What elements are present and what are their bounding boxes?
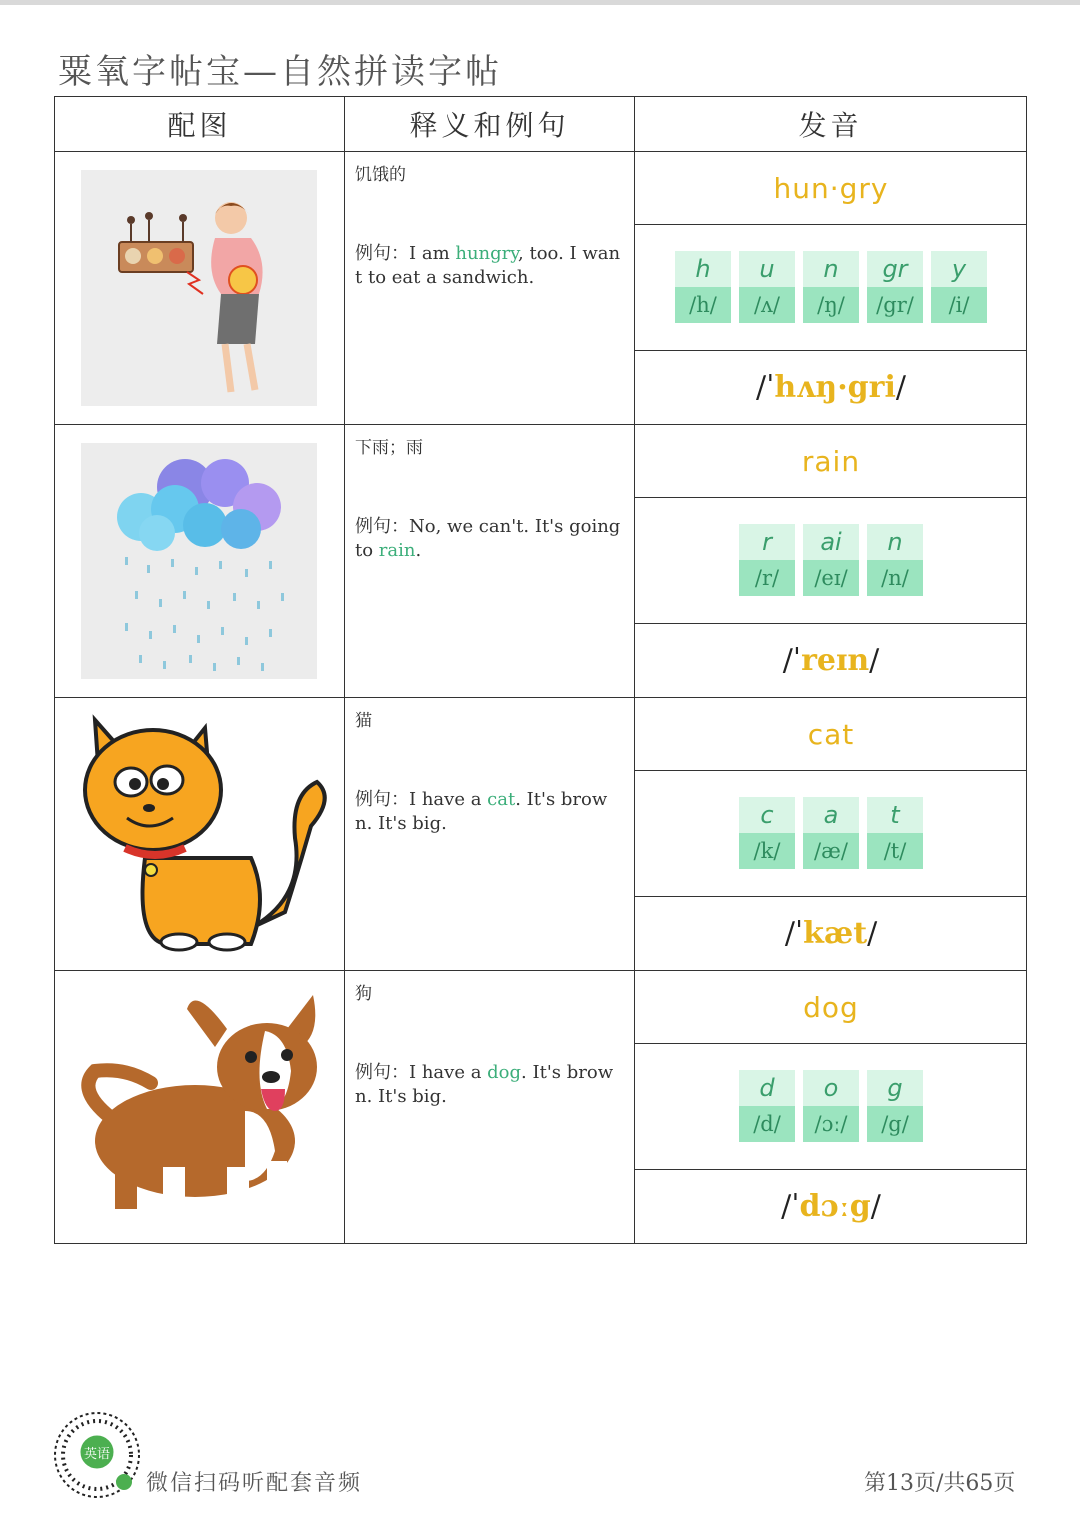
phonics-table — [54, 96, 1027, 1244]
example-keyword: hungry — [455, 243, 519, 264]
example-keyword: cat — [487, 789, 516, 810]
ipa-transcription[interactable]: /ˈ hʌŋ·gri / — [756, 369, 906, 405]
dog-illustration — [55, 971, 344, 1243]
phonics-chip[interactable]: a /æ/ — [803, 797, 859, 869]
phonics-chip[interactable]: o /ɔː/ — [803, 1070, 859, 1142]
page-title: 粟氧字帖宝—自然拼读字帖 — [58, 52, 502, 92]
cat-illustration — [55, 698, 344, 970]
example-sentence: 例句：I am hungry, too. I want to eat a sandwich. — [355, 243, 621, 288]
scan-instruction: 微信扫码听配套音频 — [146, 1471, 363, 1496]
syllable-word[interactable]: rain — [635, 425, 1027, 498]
meaning-text: 猫 — [355, 711, 372, 731]
phonics-chip[interactable]: t /t/ — [867, 797, 923, 869]
table-row — [55, 971, 1027, 1244]
example-sentence: 例句：I have a cat. It's brown. It's big. — [355, 789, 608, 834]
example-keyword: dog — [487, 1062, 522, 1083]
syllable-word[interactable]: hun·gry — [635, 152, 1027, 225]
qr-code-icon[interactable] — [52, 1410, 142, 1504]
meaning-text: 下雨；雨 — [355, 438, 423, 458]
ipa-transcription[interactable]: /ˈ reɪn / — [782, 642, 880, 678]
table-row — [55, 425, 1027, 698]
table-row — [55, 152, 1027, 425]
phonics-chips — [635, 224, 1027, 351]
example-sentence: 例句：I have a dog. It's brown. It's big. — [355, 1062, 614, 1107]
phonics-chip[interactable]: d /d/ — [739, 1070, 795, 1142]
top-bar — [0, 0, 1080, 5]
phonics-chip[interactable]: g /g/ — [867, 1070, 923, 1142]
phonics-chip[interactable]: c /k/ — [739, 797, 795, 869]
phonics-chip[interactable]: h /h/ — [675, 251, 731, 323]
header-meaning: 释义和例句 — [345, 97, 635, 152]
phonics-chip[interactable]: r /r/ — [739, 524, 795, 596]
phonics-chip[interactable]: n /n/ — [867, 524, 923, 596]
ipa-transcription[interactable]: /ˈ dɔːg / — [781, 1188, 881, 1224]
phonics-chips — [635, 497, 1027, 624]
rain-cloud-illustration — [55, 425, 344, 697]
meaning-text: 狗 — [355, 984, 372, 1004]
hungry-woman-illustration — [55, 152, 344, 424]
phonics-chips — [635, 770, 1027, 897]
example-keyword: rain — [378, 540, 416, 561]
syllable-word[interactable]: dog — [635, 971, 1027, 1044]
meaning-text: 饥饿的 — [355, 165, 406, 185]
header-image: 配图 — [55, 97, 345, 152]
qr-badge-label: 英语 — [83, 1447, 111, 1462]
phonics-chip[interactable]: gr /gr/ — [867, 251, 923, 323]
phonics-chip[interactable]: y /i/ — [931, 251, 987, 323]
syllable-word[interactable]: cat — [635, 698, 1027, 771]
table-row — [55, 698, 1027, 971]
header-pronunciation: 发音 — [635, 97, 1027, 152]
example-sentence: 例句：No, we can't. It's going to rain. — [355, 516, 621, 561]
page-indicator: 第13页/共65页 — [864, 1471, 1016, 1496]
phonics-chips — [635, 1043, 1027, 1170]
phonics-chip[interactable]: n /ŋ/ — [803, 251, 859, 323]
phonics-chip[interactable]: ai /eɪ/ — [803, 524, 859, 596]
phonics-chip[interactable]: u /ʌ/ — [739, 251, 795, 323]
ipa-transcription[interactable]: /ˈ kæt / — [784, 915, 878, 951]
